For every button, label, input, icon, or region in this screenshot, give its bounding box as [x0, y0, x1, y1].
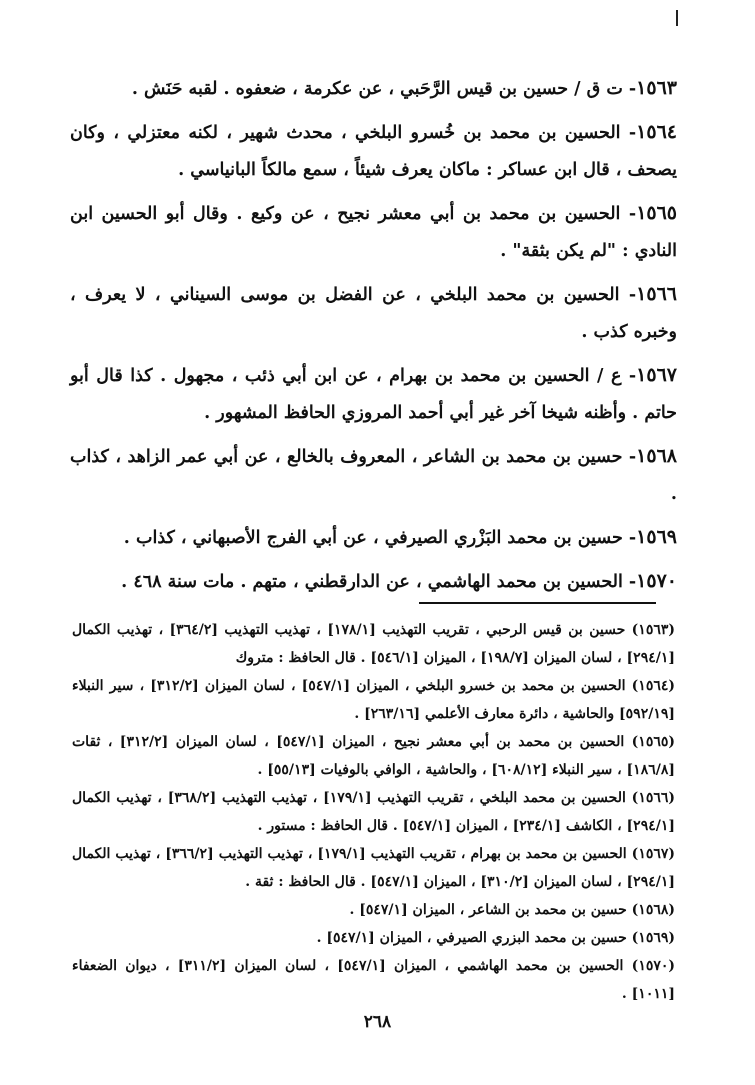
entry-dash: - — [621, 366, 637, 386]
entry-text: الحسين بن محمد الهاشمي ، عن الدارقطني ، متهم . مات سنة ٤٦٨ . — [121, 572, 623, 592]
entry-number: ١٥٧٠ — [636, 570, 677, 592]
entry — [70, 276, 677, 351]
footnote: (١٥٦٦) الحسين بن محمد البلخي ، تقريب التهذيب [١٧٩/١] ، تهذيب التهذيب [٣٦٨/٢] ، تهذيب الكمال [٢٩٤/١] ، الكاشف [٢٣٤/١] ، الميزان [٥٤٧/١] . قال الحافظ : مستور . — [72, 790, 676, 834]
footnote-number: ١٥٦٤ — [638, 678, 669, 694]
entry-dash: - — [620, 204, 637, 224]
footnote-text: حسين بن محمد البزري الصيرفي ، الميزان [٥٤٧/١] . — [316, 930, 627, 946]
entry — [70, 195, 677, 270]
entry — [70, 563, 677, 601]
entry-text: الحسين بن محمد بن أبي معشر نجيح ، عن وكيع . وقال أبو الحسين ابن النادي : "لم يكن بثقة" . — [70, 204, 677, 261]
footnote-number: ١٥٦٣ — [638, 622, 669, 638]
footnote-text: حسين بن قيس الرحبي ، تقريب التهذيب [١٧٨/١] ، تهذيب التهذيب [٣٦٤/٢] ، تهذيب الكمال [٢٩٤/١] ، لسان الميزان [١٩٨/٧] ، الميزان [٥٤٦/١] . قال الحافظ : متروك — [72, 622, 675, 666]
entry-text: ع / الحسين بن محمد بن بهرام ، عن ابن أبي ذئب ، مجهول . كذا قال أبو حاتم . وأظنه شيخا آخر غير أبي أحمد المروزي الحافظ المشهور . — [70, 366, 677, 423]
footnote: (١٥٦٨) حسين بن محمد بن الشاعر ، الميزان [٥٤٧/١] . — [349, 902, 675, 918]
footnote-number: ١٥٦٩ — [638, 930, 669, 946]
footnote-number: ١٥٦٧ — [638, 846, 669, 862]
entry-text: ت ق / حسين بن قيس الرَّحَبي ، عن عكرمة ، ضعفوه . لقبه حَنَش . — [131, 79, 623, 99]
footnote-text: الحسين بن محمد بن بهرام ، تقريب التهذيب [١٧٩/١] ، تهذيب التهذيب [٣٦٦/٢] ، تهذيب الكمال [٢٩٤/١] ، لسان الميزان [٣١٠/٢] ، الميزان [٥٤٧/١] . قال الحافظ : ثقة . — [72, 846, 675, 890]
entry-dash: - — [622, 79, 637, 99]
footnote-text: الحسين بن محمد بن أبي معشر نجيح ، الميزان [٥٤٧/١] ، لسان الميزان [٣١٢/٢] ، ثقات [١٨٦/٨] ، سير النبلاء [٦٠٨/١٢] ، والحاشية ، الوافي بالوفيات [٥٥/١٣] . — [72, 734, 675, 778]
footnote: (١٥٧٠) الحسين بن محمد الهاشمي ، الميزان [٥٤٧/١] ، لسان الميزان [٣١١/٢] ، ديوان الضعفاء [١٠١١] . — [72, 958, 676, 1002]
entry — [70, 70, 677, 108]
footnote: (١٥٦٥) الحسين بن محمد بن أبي معشر نجيح ، الميزان [٥٤٧/١] ، لسان الميزان [٣١٢/٢] ، ثقات [١٨٦/٨] ، سير النبلاء [٦٠٨/١٢] ، والحاشية ، الوافي بالوفيات [٥٥/١٣] . — [72, 734, 675, 778]
entry — [70, 114, 677, 189]
entry-dash: - — [622, 528, 637, 548]
corner-mark — [676, 10, 678, 26]
footnote-number: ١٥٦٥ — [638, 734, 669, 750]
entry-dash: - — [620, 123, 637, 143]
footnote-number: ١٥٦٨ — [638, 902, 669, 918]
footnotes-list — [72, 616, 675, 1008]
entry-number: ١٥٦٣ — [636, 77, 677, 99]
entry-dash: - — [619, 285, 637, 305]
entry-text: حسين بن محمد بن الشاعر ، المعروف بالخالع ، عن أبي عمر الزاهد ، كذاب . — [70, 447, 677, 504]
entry-dash: - — [622, 447, 637, 467]
entry-text: الحسين بن محمد بن خُسرو البلخي ، محدث شهير ، لكنه معتزلي ، وكان يصحف ، قال ابن عساكر : ماكان يعرف شيئاً ، سمع مالكاً البانياسي . — [70, 123, 677, 180]
entry-number: ١٥٦٤ — [636, 121, 677, 143]
entry-number: ١٥٦٨ — [636, 445, 677, 467]
entry-number: ١٥٦٥ — [636, 202, 678, 224]
entry-number: ١٥٦٩ — [636, 526, 677, 548]
entry — [70, 519, 677, 557]
footnote: (١٥٦٧) الحسين بن محمد بن بهرام ، تقريب التهذيب [١٧٩/١] ، تهذيب التهذيب [٣٦٦/٢] ، تهذيب الكمال [٢٩٤/١] ، لسان الميزان [٣١٠/٢] ، الميزان [٥٤٧/١] . قال الحافظ : ثقة . — [72, 846, 676, 890]
footnote: (١٥٦٣) حسين بن قيس الرحبي ، تقريب التهذيب [١٧٨/١] ، تهذيب التهذيب [٣٦٤/٢] ، تهذيب الكمال [٢٩٤/١] ، لسان الميزان [١٩٨/٧] ، الميزان [٥٤٦/١] . قال الحافظ : متروك — [72, 622, 675, 666]
entry-text: حسين بن محمد البَزْري الصيرفي ، عن أبي الفرج الأصبهاني ، كذاب . — [123, 528, 623, 548]
entry-text: الحسين بن محمد البلخي ، عن الفضل بن موسى السيناني ، لا يعرف ، وخبره كذب . — [70, 285, 677, 342]
entry — [70, 438, 677, 513]
page-number: ٢٦٨ — [363, 1012, 392, 1032]
entry-dash: - — [622, 572, 637, 592]
footnote: (١٥٦٩) حسين بن محمد البزري الصيرفي ، الميزان [٥٤٧/١] . — [316, 930, 675, 946]
entry-number: ١٥٦٧ — [636, 364, 677, 386]
footnote-text: الحسين بن محمد الهاشمي ، الميزان [٥٤٧/١] ، لسان الميزان [٣١١/٢] ، ديوان الضعفاء [١٠١١] . — [72, 958, 675, 1002]
entries-list — [70, 70, 677, 607]
footnote: (١٥٦٤) الحسين بن محمد بن خسرو البلخي ، الميزان [٥٤٧/١] ، لسان الميزان [٣١٢/٢] ، سير النبلاء [٥٩٢/١٩] والحاشية ، دائرة معارف الأعلمي [٢٦٣/١٦] . — [72, 678, 675, 722]
footnote-text: الحسين بن محمد بن خسرو البلخي ، الميزان [٥٤٧/١] ، لسان الميزان [٣١٢/٢] ، سير النبلاء [٥٩٢/١٩] والحاشية ، دائرة معارف الأعلمي [٢٦٣/١٦] . — [72, 678, 675, 722]
footnote-separator — [419, 602, 656, 604]
footnote-number: ١٥٦٦ — [638, 790, 669, 806]
footnote-text: الحسين بن محمد البلخي ، تقريب التهذيب [١٧٩/١] ، تهذيب التهذيب [٣٦٨/٢] ، تهذيب الكمال [٢٩٤/١] ، الكاشف [٢٣٤/١] ، الميزان [٥٤٧/١] . قال الحافظ : مستور . — [72, 790, 675, 834]
entry-number: ١٥٦٦ — [636, 283, 677, 305]
entry — [70, 357, 677, 432]
footnote-number: ١٥٧٠ — [638, 958, 669, 974]
footnote-text: حسين بن محمد بن الشاعر ، الميزان [٥٤٧/١] . — [349, 902, 627, 918]
